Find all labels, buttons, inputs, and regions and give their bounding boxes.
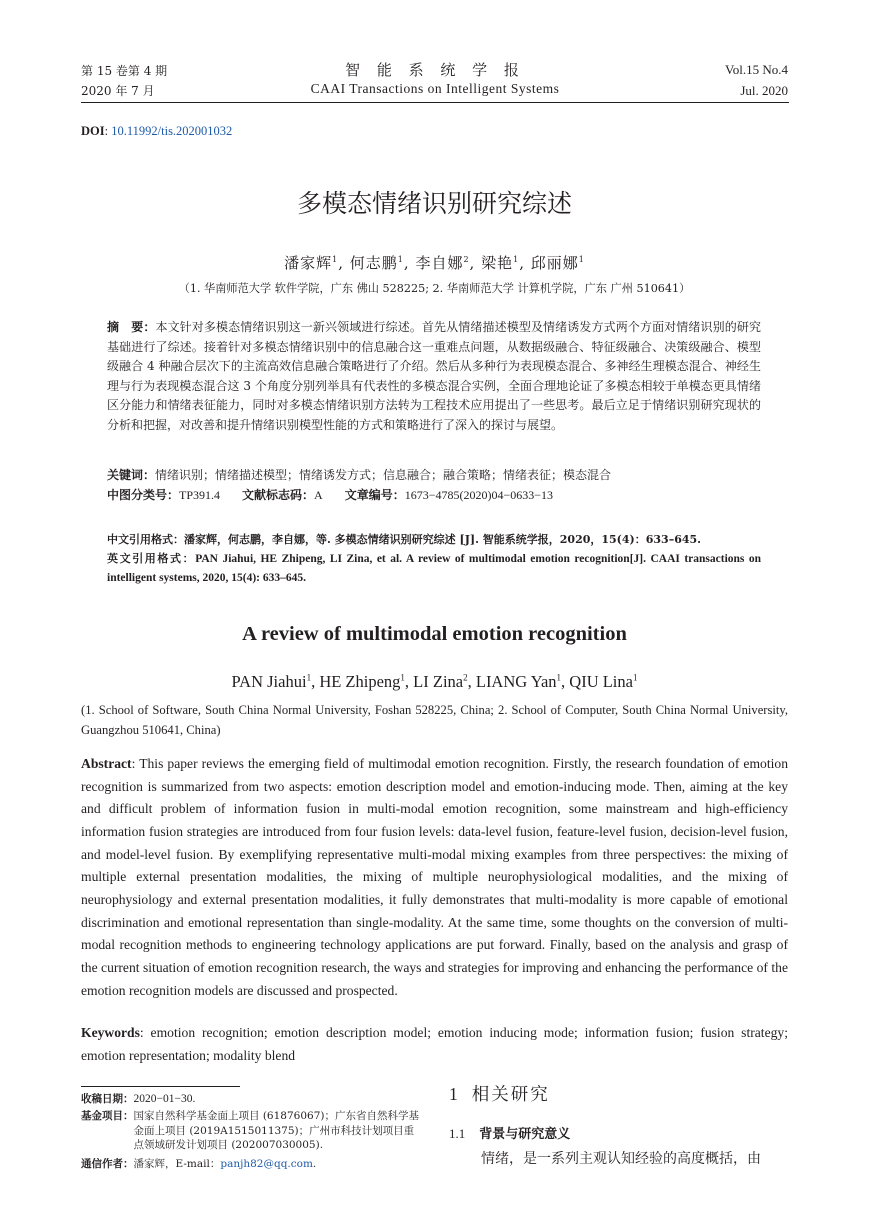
author-label: 通信作者： [81, 1157, 134, 1170]
abstract-cn-text: 本文针对多模态情绪识别这一新兴领域进行综述。首先从情绪描述模型及情绪诱发方式两个方面对情绪识别的研究基础进行了综述。接着针对多模态情绪识别中的信息融合这一重难点问题，从数据级融合、特征级融合、决策级融合、模型级融合 4 种融合层次下的主流高效信息融合策略进行了介绍。然后从多种行为表现模态混合、多神经生理模态混合、神经生理与行为表现模态混合这 3 个角度分别列举具有代表性的多模态混合实例，全面合理地论证了多模态相较于单模态更具情绪区分能力和情绪表征能力，同时对多模态情绪识别方法转为工程技术应用提出了一些思考。最后立足于情绪识别研究现状的分析和把握，对改善和提升情绪识别模型性能的方式和策略进行了深入的探讨与展望。 [107, 320, 761, 432]
article-no-label: 文章编号： [344, 488, 405, 502]
header-journal-en: CAAI Transactions on Intelligent Systems [310, 81, 560, 96]
abstract-cn [107, 318, 761, 435]
subsection-heading [449, 1123, 570, 1142]
header-vol-en: Vol.15 No.4 [725, 62, 788, 77]
author-suffix: . [312, 1157, 317, 1170]
author-en: LIANG Yan$^1$, [475, 672, 570, 691]
doi-line [81, 124, 232, 139]
author-cn: 邱丽娜$^1$ [530, 254, 585, 272]
doc-code-label: 文献标志码： [242, 488, 315, 502]
header-rule [81, 102, 789, 103]
authors-en [0, 672, 869, 692]
subsection-number: 1.1 [449, 1126, 466, 1141]
citation-en-text: PAN Jiahui, HE Zhipeng, LI Zina, et al. A review of multimodal emotion recognition[J]. CAAI transactions on intelligent systems, 2020, 15(4): 633–645. [107, 553, 762, 584]
section-title: 相关研究 [471, 1085, 550, 1105]
footnote-rule [81, 1086, 240, 1087]
author-prefix: 潘家辉，E-mail： [133, 1157, 221, 1170]
email-link[interactable]: panjh82@qq.com [220, 1157, 313, 1170]
abstract-en-text: : This paper reviews the emerging field of multimodal emotion recognition. Firstly, the research foundation of emotion recognition is summarized from two aspects: emotion description model and emotion-inducing mode. Then, aiming at the key and difficult problem of information fusion in multi-modal emotion recognition, some mainstream and high-efficiency information fusion strategies are introduced from four fusion levels: data-level fusion, feature-level fusion, decision-level fusion, and model-level fusion. By exemplifying representative multi-modal mixing examples from three perspectives: the mixing of multiple external presentation modalities, the mixing of multiple neurophysiological modalities, and the mixing of neurophysiology and external presentation modalities, it fully demonstrates that multi-modality is more capable of emotional discrimination and emotional representation than single-modality. At the same time, some thoughts on the conversion of multi-modal recognition methods to engineering technology applications are put forward. Finally, based on the analysis and grasp of the current situation of emotion recognition research, the ways and strategies for improving and enhancing the performance of the emotion recognition models are discussed and prospected. [81, 756, 788, 998]
citation-cn [107, 530, 761, 549]
footnote-fund [81, 1109, 421, 1153]
doi-link[interactable]: 10.11992/tis.202001032 [111, 124, 233, 138]
fund-text: 国家自然科学基金面上项目 (61876067)；广东省自然科学基金面上项目 (2019A1515011375)；广州市科技计划项目重点领域研发计划项目 (202007030005). [133, 1110, 419, 1151]
footnote-author [81, 1157, 421, 1172]
author-cn: 何志鹏$^1$, [349, 254, 416, 272]
doi-sep: : [104, 124, 112, 138]
keywords-en [81, 1022, 788, 1067]
header-journal-cn: 智 能 系 统 学 报 [345, 61, 525, 79]
footnote-received [81, 1092, 421, 1107]
authors-cn [0, 252, 869, 273]
affiliation-en: (1. School of Software, South China Normal University, Foshan 528225, China; 2. School of Computer, South China Normal University, Guangzhou 510641, China) [81, 703, 788, 737]
article-no-value: 1673−4785(2020)04−0633−13 [404, 488, 554, 502]
header-date-en: Jul. 2020 [740, 83, 788, 98]
author-en: LI Zina$^2$, [413, 672, 476, 691]
header-issue-cn: 第 15 卷第 4 期 [81, 64, 168, 78]
fund-label: 基金项目： [81, 1110, 134, 1122]
doc-code-value: A [314, 488, 323, 502]
body-first-line: 情绪，是一系列主观认知经验的高度概括，由 [481, 1151, 761, 1167]
citation-en [107, 550, 761, 587]
classification-line [107, 486, 761, 506]
keywords-cn-text: 情绪识别；情绪描述模型；情绪诱发方式；信息融合；融合策略；情绪表征；模态混合 [155, 468, 612, 482]
page-title-cn: 多模态情绪识别研究综述 [296, 189, 572, 218]
abstract-en [81, 753, 788, 1002]
affiliation-cn: （1. 华南师范大学 软件学院，广东 佛山 528225; 2. 华南师范大学 计算机学院，广东 广州 510641） [178, 282, 691, 295]
section-number: 1 [449, 1084, 460, 1104]
received-date: 2020−01−30. [133, 1093, 196, 1105]
keywords-cn [107, 466, 761, 486]
author-en: QIU Lina$^1$ [569, 672, 638, 691]
author-en: PAN Jiahui$^1$, [231, 672, 320, 691]
keywords-cn-label: 关键词： [107, 468, 156, 482]
keywords-en-text: : emotion recognition; emotion description model; emotion inducing mode; information fusion; fusion strategy; emotion representation; modality blend [81, 1025, 788, 1063]
author-cn: 李自娜$^2$, [415, 254, 482, 272]
author-cn: 梁艳$^1$, [481, 254, 531, 272]
clc-label: 中图分类号： [107, 488, 180, 502]
citation-cn-text: 潘家辉，何志鹏，李自娜，等. 多模态情绪识别研究综述 [J]. 智能系统学报，2020，15(4)：633–645. [184, 533, 701, 546]
doi-label: DOI [81, 124, 105, 138]
subsection-title: 背景与研究意义 [479, 1127, 571, 1142]
clc-value: TP391.4 [179, 488, 221, 502]
author-cn: 潘家辉$^1$, [284, 254, 350, 272]
received-label: 收稿日期： [81, 1093, 134, 1105]
author-en: HE Zhipeng$^1$, [319, 672, 414, 691]
section-heading [449, 1081, 550, 1106]
header-date-cn: 2020 年 7 月 [81, 84, 155, 98]
abstract-cn-label: 摘 要： [107, 320, 156, 334]
page-title-en: A review of multimodal emotion recognition [242, 623, 627, 645]
footnotes [81, 1092, 421, 1172]
citation-en-label: 英文引用格式： [107, 552, 196, 565]
abstract-en-label: Abstract [81, 756, 132, 771]
keywords-en-label: Keywords [81, 1025, 140, 1040]
citation-cn-label: 中文引用格式： [107, 533, 184, 546]
